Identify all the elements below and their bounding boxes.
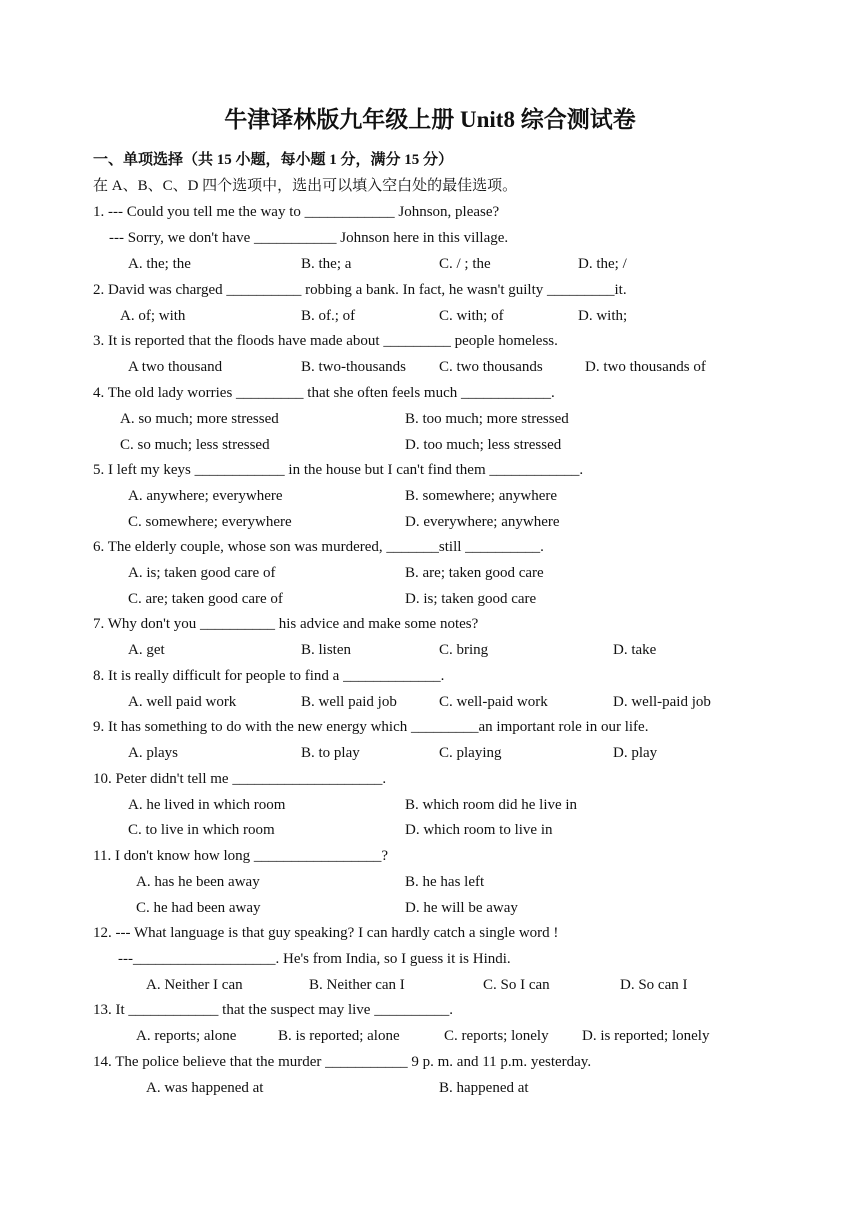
- question-14-stem: 14. The police believe that the murder ___________ 9 p. m. and 11 p.m. yesterday.: [93, 1054, 592, 1070]
- question-4-option-d: D. too much; less stressed: [405, 437, 562, 453]
- question-12-option-a: A. Neither I can: [146, 977, 243, 993]
- question-7-option-d: D. take: [613, 642, 657, 658]
- question-2-option-a: A. of; with: [120, 308, 186, 324]
- question-10-option-b: B. which room did he live in: [405, 797, 578, 813]
- question-1-option-a: A. the; the: [128, 256, 191, 272]
- question-10-stem: 10. Peter didn't tell me ____________________.: [93, 771, 387, 787]
- question-5-stem: 5. I left my keys ____________ in the house but I can't find them ____________.: [93, 462, 584, 478]
- question-12-stem-2: ---___________________. He's from India, so I guess it is Hindi.: [118, 951, 511, 967]
- question-4-option-a: A. so much; more stressed: [120, 411, 279, 427]
- question-3-option-d: D. two thousands of: [585, 359, 706, 375]
- question-3-option-c: C. two thousands: [439, 359, 543, 375]
- question-2-option-b: B. of.; of: [301, 308, 356, 324]
- question-3-option-a: A two thousand: [128, 359, 223, 375]
- question-1-stem-2: --- Sorry, we don't have ___________ Johnson here in this village.: [109, 230, 509, 246]
- question-9-option-b: B. to play: [301, 745, 360, 761]
- question-12-option-d: D. So can I: [620, 977, 688, 993]
- question-8-option-d: D. well-paid job: [613, 694, 711, 710]
- question-14-option-b: B. happened at: [439, 1080, 529, 1096]
- question-6-stem: 6. The elderly couple, whose son was murdered, _______still __________.: [93, 539, 544, 555]
- question-10-option-d: D. which room to live in: [405, 822, 553, 838]
- question-10-option-c: C. to live in which room: [128, 822, 275, 838]
- question-11-option-d: D. he will be away: [405, 900, 518, 916]
- question-12-stem: 12. --- What language is that guy speaking? I can hardly catch a single word !: [93, 925, 559, 941]
- question-9-stem: 9. It has something to do with the new energy which _________an important role in our life.: [93, 719, 649, 735]
- question-13-stem: 13. It ____________ that the suspect may live __________.: [93, 1002, 453, 1018]
- question-11-stem: 11. I don't know how long _________________?: [93, 848, 389, 864]
- question-13-option-d: D. is reported; lonely: [582, 1028, 710, 1044]
- question-13-option-b: B. is reported; alone: [278, 1028, 400, 1044]
- question-11-option-c: C. he had been away: [136, 900, 261, 916]
- question-2-option-c: C. with; of: [439, 308, 504, 324]
- question-9-option-d: D. play: [613, 745, 658, 761]
- question-1-option-c: C. / ; the: [439, 256, 491, 272]
- question-8-option-c: C. well-paid work: [439, 694, 548, 710]
- question-12-option-b: B. Neither can I: [309, 977, 405, 993]
- question-4-stem: 4. The old lady worries _________ that she often feels much ____________.: [93, 385, 555, 401]
- question-4-option-c: C. so much; less stressed: [120, 437, 270, 453]
- question-10-option-a: A. he lived in which room: [128, 797, 286, 813]
- question-1-option-d: D. the; /: [578, 256, 627, 272]
- question-13-option-a: A. reports; alone: [136, 1028, 237, 1044]
- question-9-option-c: C. playing: [439, 745, 502, 761]
- question-8-option-a: A. well paid work: [128, 694, 237, 710]
- question-2-option-d: D. with;: [578, 308, 628, 324]
- question-13-option-c: C. reports; lonely: [444, 1028, 549, 1044]
- question-5-option-d: D. everywhere; anywhere: [405, 514, 560, 530]
- question-6-option-c: C. are; taken good care of: [128, 591, 283, 607]
- question-7-option-b: B. listen: [301, 642, 352, 658]
- question-2-stem: 2. David was charged __________ robbing a bank. In fact, he wasn't guilty _________it.: [93, 282, 627, 298]
- question-7-option-a: A. get: [128, 642, 165, 658]
- question-3-option-b: B. two-thousands: [301, 359, 406, 375]
- question-5-option-c: C. somewhere; everywhere: [128, 514, 292, 530]
- question-9-option-a: A. plays: [128, 745, 178, 761]
- question-4-option-b: B. too much; more stressed: [405, 411, 569, 427]
- question-1-stem: 1. --- Could you tell me the way to ____________ Johnson, please?: [93, 204, 500, 220]
- question-3-stem: 3. It is reported that the floods have made about _________ people homeless.: [93, 333, 558, 349]
- section-heading: 一、单项选择（共 15 小题，每小题 1 分，满分 15 分）: [93, 152, 454, 168]
- question-6-option-a: A. is; taken good care of: [128, 565, 276, 581]
- question-5-option-a: A. anywhere; everywhere: [128, 488, 283, 504]
- question-6-option-d: D. is; taken good care: [405, 591, 537, 607]
- question-12-option-c: C. So I can: [483, 977, 550, 993]
- question-1-option-b: B. the; a: [301, 256, 352, 272]
- question-5-option-b: B. somewhere; anywhere: [405, 488, 558, 504]
- question-14-option-a: A. was happened at: [146, 1080, 264, 1096]
- section-instruction: 在 A、B、C、D 四个选项中，选出可以填入空白处的最佳选项。: [93, 178, 518, 194]
- question-11-option-a: A. has he been away: [136, 874, 260, 890]
- question-8-stem: 8. It is really difficult for people to find a _____________.: [93, 668, 445, 684]
- question-11-option-b: B. he has left: [405, 874, 485, 890]
- page-title: 牛津译林版九年级上册 Unit8 综合测试卷: [224, 107, 636, 132]
- question-7-stem: 7. Why don't you __________ his advice and make some notes?: [93, 616, 479, 632]
- question-7-option-c: C. bring: [439, 642, 489, 658]
- question-6-option-b: B. are; taken good care: [405, 565, 544, 581]
- question-8-option-b: B. well paid job: [301, 694, 397, 710]
